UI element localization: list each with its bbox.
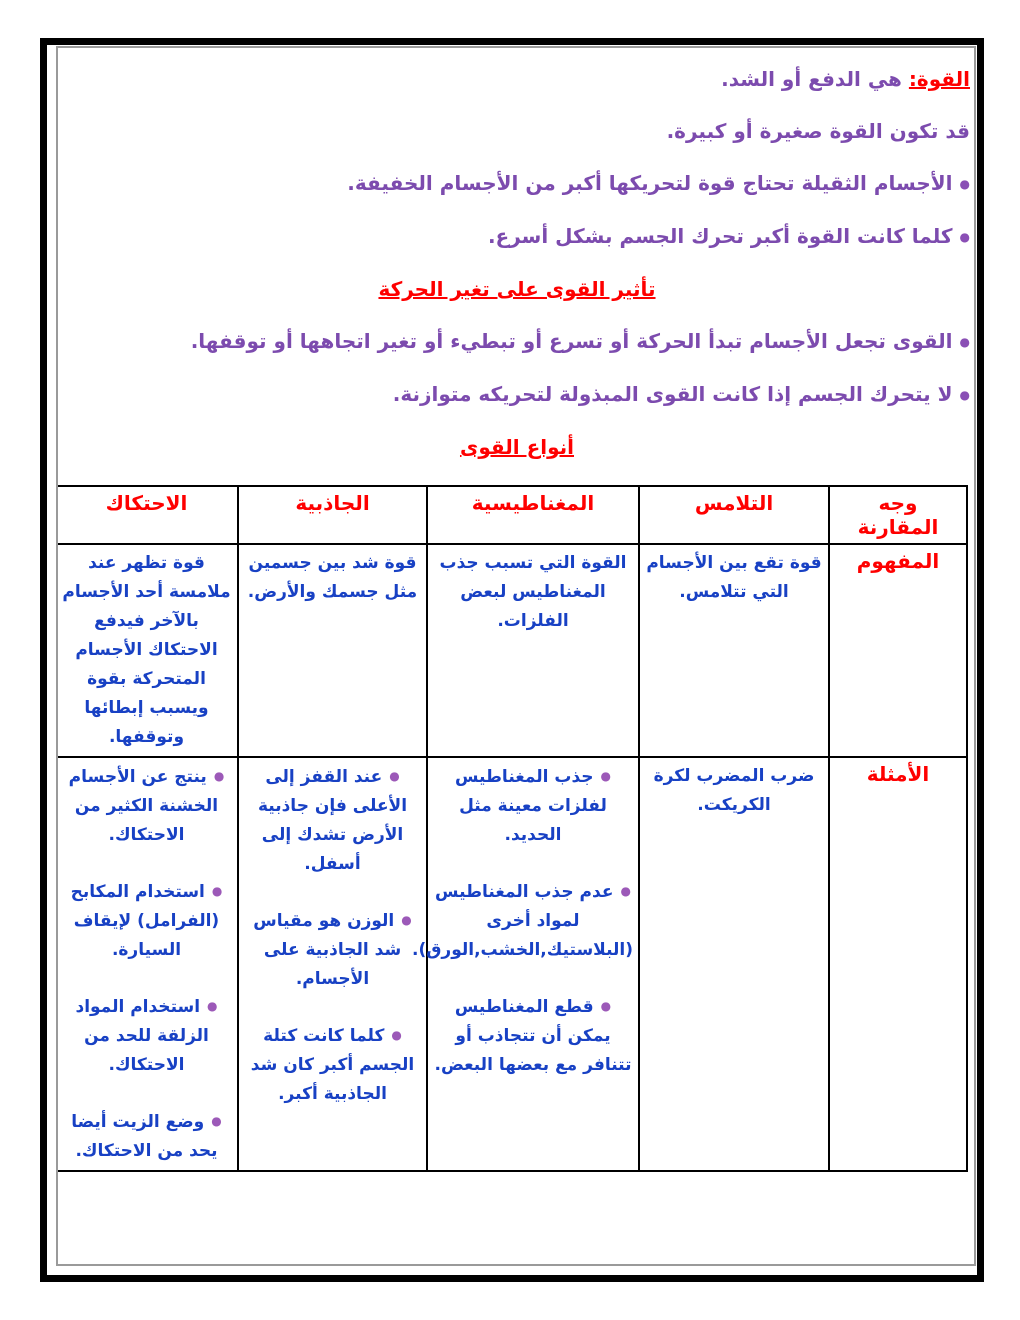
bullet-dot-icon: ● xyxy=(600,999,612,1013)
bullet-dot-icon: ● xyxy=(600,769,612,783)
term-force: القوة: xyxy=(908,67,970,91)
bullet-text: كلما كانت القوة أكبر تحرك الجسم بشكل أسرع. xyxy=(487,224,953,248)
example-text: وضع الزيت أيضا يحد من الاحتكاك. xyxy=(71,1112,218,1161)
bullet-dot-icon: ● xyxy=(391,1028,402,1042)
example-text: عدم جذب المغناطيس لمواد أخرى (البلاستيك,الخشب,الورق). xyxy=(411,882,633,960)
concept-contact-cell: قوة تقع بين الأجسام التي تتلامس. xyxy=(639,544,829,757)
statement-text: قد تكون القوة صغيرة أو كبيرة. xyxy=(666,119,970,143)
column-header-gravity: الجاذبية xyxy=(238,486,427,544)
definition-text: هي الدفع أو الشد. xyxy=(721,67,902,91)
example-item xyxy=(433,762,633,850)
row-label-examples: الأمثلة xyxy=(829,757,967,1171)
section-heading-force-types: أنواع القوى xyxy=(459,435,574,459)
table-row-examples xyxy=(56,757,967,1171)
example-text: جذب المغناطيس لفلزات معينة مثل الحديد. xyxy=(454,767,607,845)
examples-gravity-cell xyxy=(238,757,427,1171)
definition-line xyxy=(64,65,970,93)
column-header-comparison: وجه المقارنة xyxy=(829,486,967,544)
bullet-dot-icon: ● xyxy=(620,884,631,898)
example-item xyxy=(244,906,421,994)
bullet-line-forces-motion xyxy=(64,327,970,356)
example-text: ضرب المضرب لكرة الكريكت. xyxy=(653,766,815,815)
example-text: قطع المغناطيس يمكن أن تتجاذب أو تتنافر مع بعضها البعض. xyxy=(434,997,632,1075)
bullet-dot-icon: ● xyxy=(959,177,970,191)
examples-contact-cell xyxy=(639,757,829,1171)
bullet-line-heavy-objects xyxy=(64,169,970,198)
example-item xyxy=(244,762,421,879)
bullet-text: القوى تجعل الأجسام تبدأ الحركة أو تسرع أو تبطيء أو تغير اتجاهها أو توقفها. xyxy=(190,329,953,353)
examples-magnetic-cell xyxy=(411,757,639,1171)
column-header-friction: الاحتكاك xyxy=(56,486,238,544)
bullet-text: لا يتحرك الجسم إذا كانت القوى المبذولة لتحريكه متوازنة. xyxy=(392,382,953,406)
bullet-dot-icon: ● xyxy=(959,335,970,349)
example-item xyxy=(244,1021,421,1109)
bullet-dot-icon: ● xyxy=(211,1114,222,1128)
example-text: ينتج عن الأجسام الخشنة الكثير من الاحتكاك. xyxy=(68,767,219,845)
concept-friction-cell: قوة تظهر عند ملامسة أحد الأجسام بالآخر فيدفع الاحتكاك الأجسام المتحركة بقوة ويسبب إبطائها وتوقفها. xyxy=(56,544,238,757)
page-border-frame xyxy=(40,38,984,1282)
bullet-dot-icon: ● xyxy=(211,884,223,898)
concept-magnetic-cell: القوة التي تسبب جذب المغناطيس لبعض الفلزات. xyxy=(427,544,639,757)
bullet-line-bigger-force xyxy=(64,222,970,251)
bullet-dot-icon: ● xyxy=(213,769,225,783)
bullet-dot-icon: ● xyxy=(401,913,412,927)
example-item xyxy=(61,877,232,965)
example-item xyxy=(645,762,823,820)
row-label-concept: المفهوم xyxy=(829,544,967,757)
column-header-contact: التلامس xyxy=(639,486,829,544)
examples-friction-cell xyxy=(56,757,238,1171)
example-text: الوزن هو مقياس شد الجاذبية على الأجسام. xyxy=(253,911,402,989)
column-header-magnetic: المغناطيسية xyxy=(427,486,639,544)
bullet-dot-icon: ● xyxy=(959,388,970,402)
bullet-dot-icon: ● xyxy=(207,999,218,1013)
page-inner-frame xyxy=(56,46,976,1266)
bullet-text: الأجسام الثقيلة تحتاج قوة لتحريكها أكبر من الأجسام الخفيفة. xyxy=(347,171,953,195)
bullet-dot-icon: ● xyxy=(389,769,400,783)
forces-comparison-table xyxy=(56,485,968,1172)
statement-line xyxy=(64,117,970,145)
example-text: استخدام المواد الزلقة للحد من الاحتكاك. xyxy=(75,997,209,1075)
example-item xyxy=(61,762,232,850)
example-text: استخدام المكابح (الفرامل) لإيقاف السيارة. xyxy=(70,882,220,960)
table-header-row xyxy=(56,486,967,544)
example-item xyxy=(411,877,633,965)
example-item xyxy=(61,992,232,1080)
bullet-dot-icon: ● xyxy=(959,230,970,244)
table-row-concept xyxy=(56,544,967,757)
document-content xyxy=(58,48,974,1172)
example-item xyxy=(61,1107,232,1166)
concept-gravity-cell: قوة شد بين جسمين مثل جسمك والأرض. xyxy=(238,544,427,757)
bullet-line-balanced-forces xyxy=(64,380,970,409)
section-heading-motion-effect: تأثير القوى على تغير الحركة xyxy=(378,277,656,301)
example-item xyxy=(433,992,633,1080)
example-text: كلما كانت كتلة الجسم أكبر كان شد الجاذبية أكبر. xyxy=(250,1026,415,1104)
example-text: عند القفز إلى الأعلى فإن جاذبية الأرض تشدك إلى أسفل. xyxy=(257,767,408,874)
